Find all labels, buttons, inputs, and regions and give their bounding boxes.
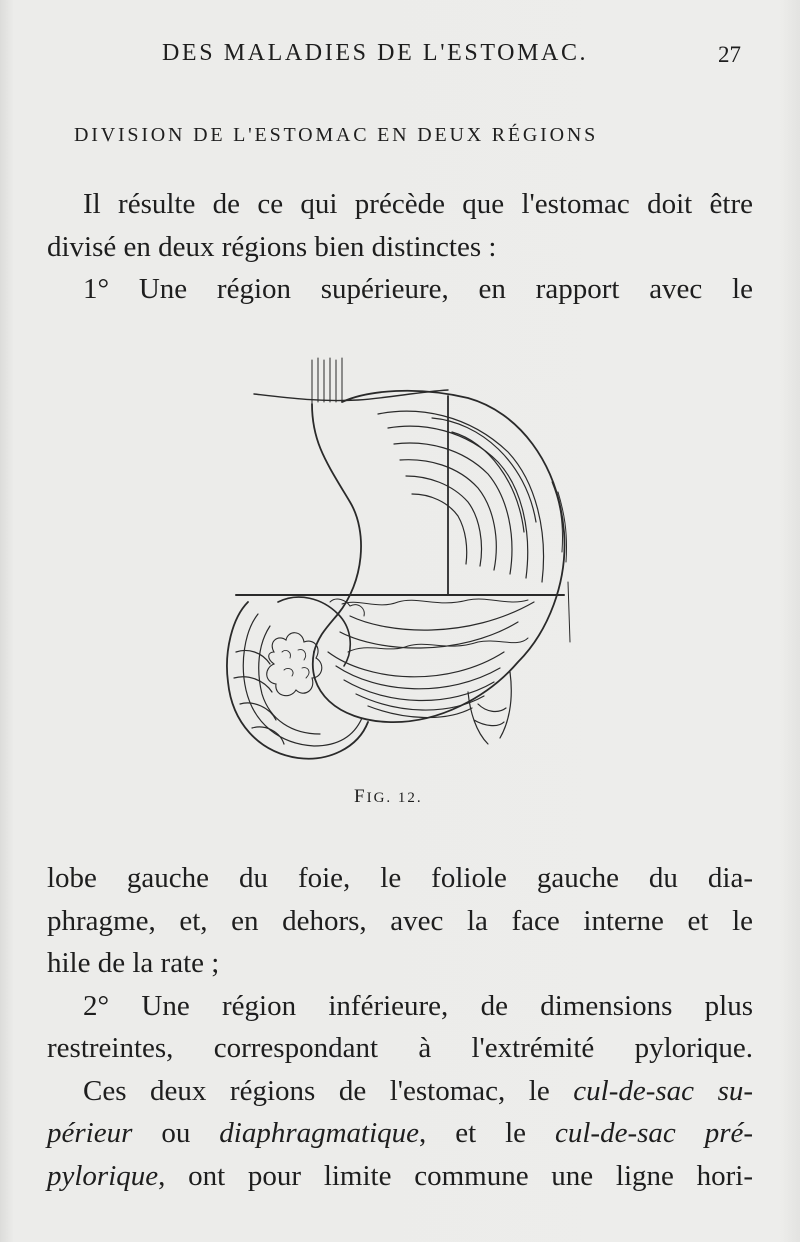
- running-title: DES MALADIES DE L'ESTOMAC.: [162, 40, 589, 66]
- text-line: restreintes, correspondant à l'extrémité pylorique.: [47, 1032, 753, 1064]
- running-head: [0, 40, 800, 74]
- text-line: phragme, et, en dehors, avec la face interne et le: [47, 904, 753, 937]
- caption-prefix: F: [354, 786, 367, 807]
- italic-term: périeur: [47, 1117, 133, 1149]
- text-line: hile de la rate ;: [47, 947, 220, 979]
- text-line-mixed: [47, 1070, 753, 1113]
- stomach-diagram: [218, 352, 578, 772]
- text-line-mixed: [47, 1112, 753, 1155]
- text-line: lobe gauche du foie, le foliole gauche du dia-: [47, 862, 753, 894]
- italic-term: diaphragmatique: [219, 1117, 420, 1149]
- text-span: , et le: [419, 1117, 555, 1149]
- italic-term: pylorique: [47, 1159, 159, 1192]
- text-line: 1° Une région supérieure, en rapport avec le: [83, 273, 753, 305]
- paragraph-intro: [47, 183, 753, 311]
- italic-term: cul-de-sac pré-: [554, 1117, 754, 1149]
- page-number: 27: [718, 42, 741, 67]
- section-title: DIVISION DE L'ESTOMAC EN DEUX RÉGIONS: [74, 124, 599, 146]
- text-span: Ces deux régions de l'estomac, le: [83, 1074, 574, 1107]
- text-line: 2° Une région inférieure, de dimensions plus: [83, 989, 753, 1022]
- caption-smallcaps: IG. 12.: [366, 790, 423, 806]
- text-span: ou: [132, 1117, 220, 1149]
- stomach-illustration: [218, 352, 578, 772]
- paragraph-continued: [47, 857, 753, 1197]
- text-line-mixed: [47, 1155, 753, 1198]
- text-line: divisé en deux régions bien distinctes :: [47, 230, 497, 263]
- text-line: Il résulte de ce qui précède que l'estomac doit être: [83, 188, 753, 220]
- figure-caption: [354, 786, 423, 808]
- text-span: , ont pour limite commune une ligne hori-: [158, 1159, 753, 1192]
- italic-term: cul-de-sac su-: [573, 1074, 754, 1107]
